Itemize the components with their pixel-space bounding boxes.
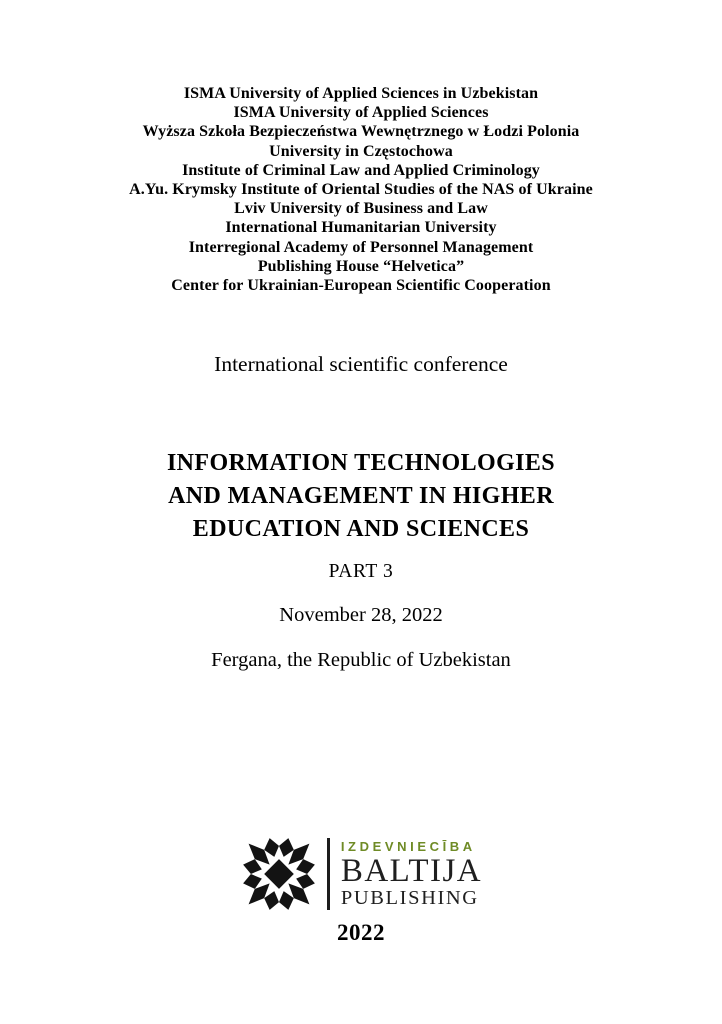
publisher-name-secondary: PUBLISHING bbox=[340, 887, 479, 909]
conference-type-label: International scientific conference bbox=[214, 352, 508, 376]
publisher-logo bbox=[0, 835, 722, 913]
organization-line: Institute of Criminal Law and Applied Criminology bbox=[182, 161, 540, 179]
organizations-list bbox=[0, 84, 722, 295]
part-number: PART 3 bbox=[328, 561, 394, 582]
conference-title bbox=[0, 447, 722, 546]
organization-line: ISMA University of Applied Sciences bbox=[233, 104, 489, 122]
conference-title-line: INFORMATION TECHNOLOGIES bbox=[166, 450, 556, 476]
organization-line: International Humanitarian University bbox=[225, 219, 497, 237]
logo-divider bbox=[327, 838, 330, 910]
conference-title-line: AND MANAGEMENT IN HIGHER bbox=[168, 483, 554, 509]
organization-line: ISMA University of Applied Sciences in Uzbekistan bbox=[183, 85, 539, 102]
conference-title-line: EDUCATION AND SCIENCES bbox=[192, 516, 530, 542]
publisher-label: IZDEVNIECĪBA bbox=[340, 839, 476, 854]
publication-year: 2022 bbox=[337, 920, 385, 945]
organization-line: University in Częstochowa bbox=[269, 142, 453, 160]
conference-location: Fergana, the Republic of Uzbekistan bbox=[211, 649, 511, 671]
organization-line: Interregional Academy of Personnel Management bbox=[188, 238, 534, 256]
organization-line: Lviv University of Business and Law bbox=[234, 200, 488, 218]
organization-line: Wyższa Szkoła Bezpieczeństwa Wewnętrznego w Łodzi Polonia bbox=[142, 123, 580, 141]
conference-date: November 28, 2022 bbox=[279, 604, 443, 626]
publisher-name: BALTIJA bbox=[340, 853, 483, 889]
organization-line: Publishing House “Helvetica” bbox=[257, 257, 465, 275]
organization-line: A.Yu. Krymsky Institute of Oriental Studies of the NAS of Ukraine bbox=[129, 181, 593, 199]
organization-line: Center for Ukrainian-European Scientific Cooperation bbox=[171, 277, 551, 295]
publisher-wordmark bbox=[341, 839, 482, 909]
baltija-star-icon bbox=[240, 835, 318, 913]
